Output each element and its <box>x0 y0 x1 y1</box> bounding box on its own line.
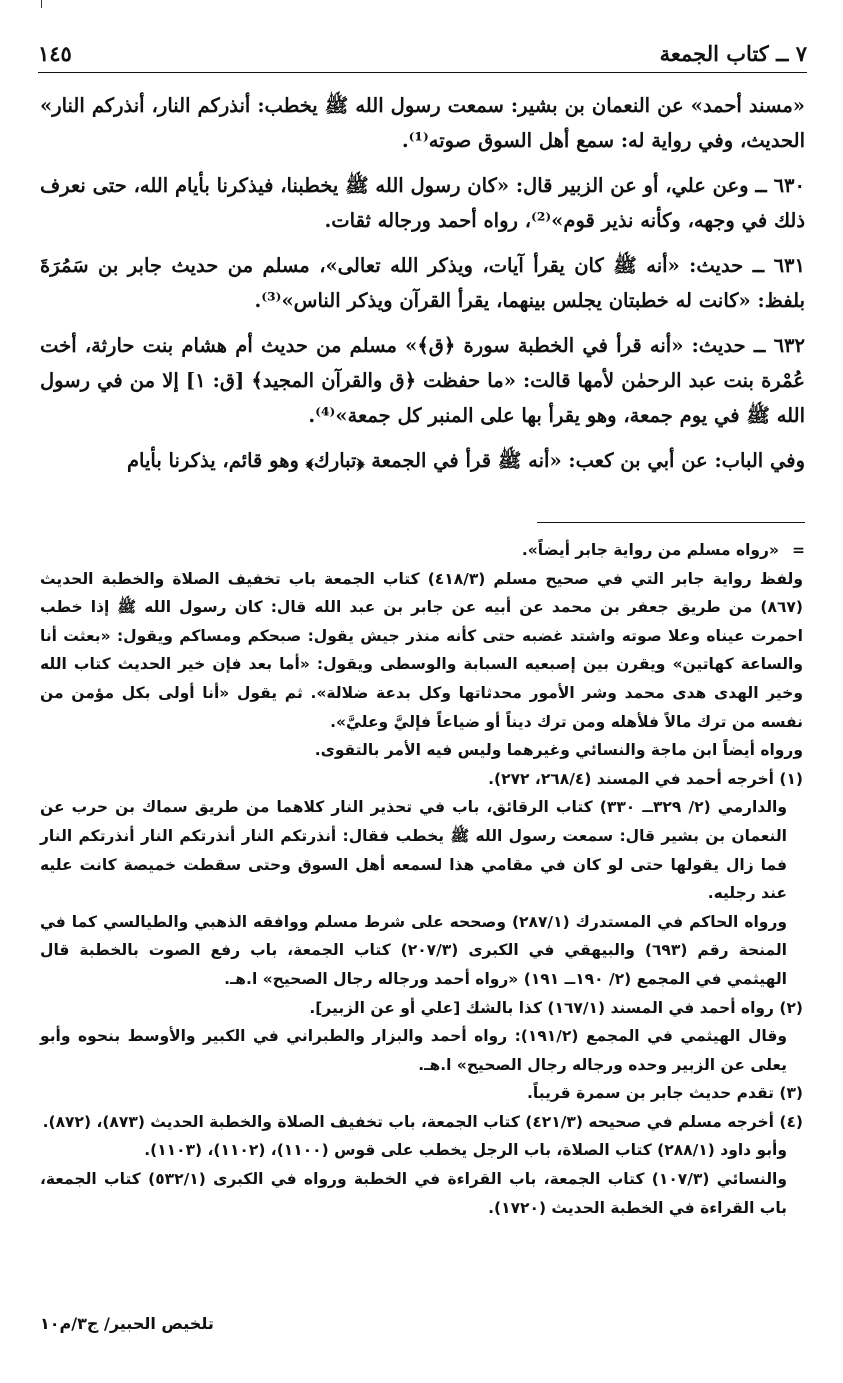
footnote-line: ولفظ رواية جابر التي في صحيح مسلم (٤١٨/٣) كتاب الجمعة باب تخفيف الصلاة والخطبة الحديث (٨٦٧) من طريق جعفر بن محمد عن أبيه عن جابر بن عبد الله قال: كان رسول الله ﷺ إذا خطب احمرت عيناه وعلا صوته واشتد غضبه حتى كأنه منذر جيش يقول: صبحكم ومساكم ويقول: «بعثت أنا والساعة كهاتين» ويقرن بين إصبعيه السبابة والوسطى ويقول: «أما بعد فإن خير الحديث كتاب الله وخير الهدى هدى محمد وشر الأمور محدثاتها وكل بدعة ضلالة». ثم يقول «أنا أولى بكل مؤمن من نفسه من ترك مالاً فلأهله ومن ترك ديناً أو ضياعاً فإليَّ وعليَّ». <box>40 569 803 731</box>
footnote-2: (٢) رواه أحمد في المسند (١٦٧/١) كذا بالشك [علي أو عن الزبير]. <box>309 998 803 1017</box>
paragraph-continuation: «مسند أحمد» عن النعمان بن بشير: سمعت رسول الله ﷺ يخطب: أنذركم النار، أنذركم النار» الحديث، وفي رواية له: سمع أهل السوق صوته⁽¹⁾. <box>40 94 805 152</box>
footnote-line: ورواه الحاكم في المستدرك (٢٨٧/١) وصححه على شرط مسلم ووافقه الذهبي والطيالسي كما في المنحة رقم (٦٩٣) والبيهقي في الكبرى (٢٠٧/٣) كتاب الجمعة، باب رفع الصوت بالخطبة قال الهيثمي في المجمع (٢/ ١٩٠ــ ١٩١) «رواه أحمد ورجاله رجال الصحيح» ا.هـ. <box>40 912 787 988</box>
paragraph-wa-fi-al-bab: وفي الباب: عن أبي بن كعب: «أنه ﷺ قرأ في الجمعة ﴿تبارك﴾ وهو قائم، يذكرنا بأيام <box>126 449 805 472</box>
crop-mark <box>41 0 42 8</box>
hadith-630: ٦٣٠ ــ وعن علي، أو عن الزبير قال: «كان رسول الله ﷺ يخطبنا، فيذكرنا بأيام الله، حتى نعرف ذلك في وجهه، وكأنه نذير قوم»⁽²⁾، رواه أحمد ورجاله ثقات. <box>40 174 805 232</box>
running-header <box>38 34 807 66</box>
continuation-mark: = <box>792 541 805 559</box>
footnote-line: وقال الهيثمي في المجمع (١٩١/٢): رواه أحمد والبزار والطبراني في الكبير والأوسط بنحوه وأبو يعلى عن الزبير وحده ورجاله رجال الصحيح» ا.هـ. <box>40 1027 787 1074</box>
hadith-631: ٦٣١ ــ حديث: «أنه ﷺ كان يقرأ آيات، ويذكر الله تعالى»، مسلم من حديث جابر بن سَمُرَةَ بلفظ: «كانت له خطبتان يجلس بينهما، يقرأ القرآن ويذكر الناس»⁽³⁾. <box>40 254 805 312</box>
footnote-1: (١) أخرجه أحمد في المسند (٢٦٨/٤، ٢٧٢). <box>488 769 803 788</box>
footnote-line: «رواه مسلم من رواية جابر أيضاً». <box>521 541 779 559</box>
running-title: ٧ ــ كتاب الجمعة <box>659 41 807 66</box>
footnote-separator <box>537 522 805 523</box>
footnote-line: والدارمي (٢/ ٣٢٩ــ ٣٣٠) كتاب الرقائق، باب في تحذير النار كلاهما من طريق سماك بن حرب عن النعمان بن بشير قال: سمعت رسول الله ﷺ يخطب فقال: أنذرتكم النار أنذرتكم النار أنذرتكم النار فما زال يقولها حتى لو كان في مقامي هذا لسمعه أهل السوق وحتى سقطت خميصة كانت عليه عند رجليه. <box>40 798 787 903</box>
footnote-line: والنسائي (١٠٧/٣) كتاب الجمعة، باب القراءة في الخطبة ورواه في الكبرى (٥٣٢/١) كتاب الجمعة، باب القراءة في الخطبة الحديث (١٧٢٠). <box>40 1170 788 1217</box>
footnote-4: (٤) أخرجه مسلم في صحيحه (٤٢١/٣) كتاب الجمعة، باب تخفيف الصلاة والخطبة الحديث (٨٧٣)، (٨٧٢). <box>42 1112 803 1131</box>
printer-signature: تلخيص الحبير/ ج٣/م١٠ <box>40 1314 214 1333</box>
footnotes <box>40 536 803 1222</box>
header-rule <box>38 72 807 73</box>
hadith-632: ٦٣٢ ــ حديث: «أنه قرأ في الخطبة سورة ﴿ق﴾» مسلم من حديث أم هشام بنت حارثة، أخت عُمْرة بنت عبد الرحمٰن لأمها قالت: «ما حفظت ﴿ق والقرآن المجيد﴾ [ق: ١] إلا من في رسول الله ﷺ في يوم جمعة، وهو يقرأ بها على المنبر كل جمعة»⁽⁴⁾. <box>40 334 805 427</box>
footnote-3: (٣) تقدم حديث جابر بن سمرة قريباً. <box>527 1084 803 1103</box>
page-number: ١٤٥ <box>38 41 72 66</box>
footnote-line: وأبو داود (٢٨٨/١) كتاب الصلاة، باب الرجل يخطب على قوس (١١٠٠)، (١١٠٢)، (١١٠٣). <box>144 1141 787 1160</box>
main-text <box>40 88 805 488</box>
footnote-line: ورواه أيضاً ابن ماجة والنسائي وغيرهما وليس فيه الأمر بالتقوى. <box>314 741 803 760</box>
